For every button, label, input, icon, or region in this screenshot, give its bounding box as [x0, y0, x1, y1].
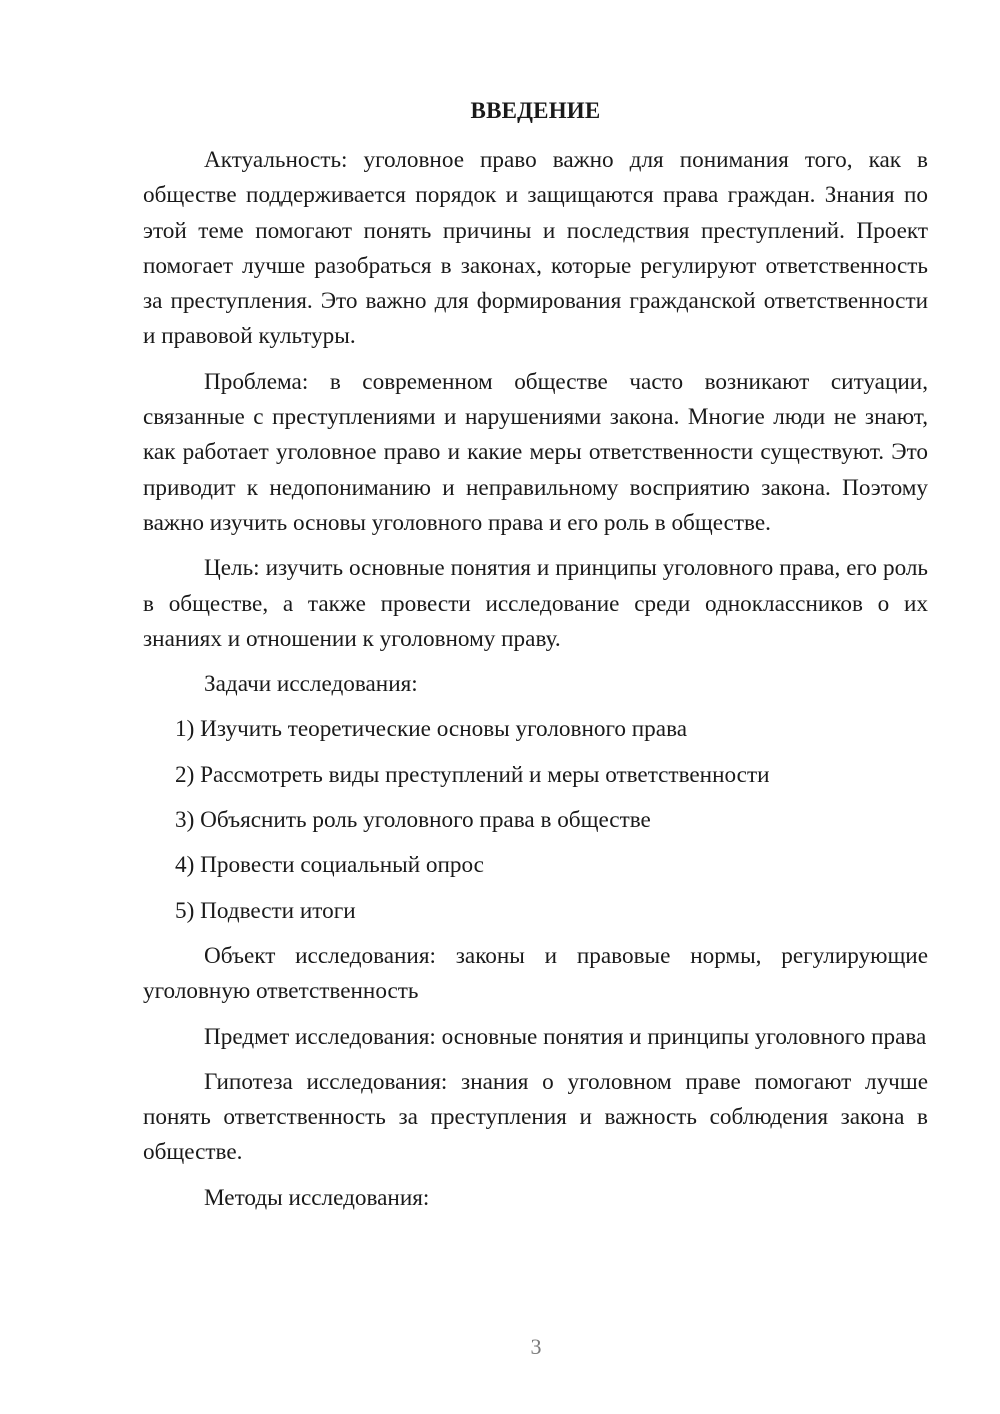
paragraph-subject: Предмет исследования: основные понятия и принципы уголовного права: [204, 1023, 927, 1050]
page-title: ВВЕДЕНИЕ: [470, 98, 601, 123]
page-number: 3: [530, 1334, 542, 1359]
list-item: 3) Объяснить роль уголовного права в обществе: [175, 807, 651, 834]
paragraph-object: Объект исследования: законы и правовые нормы, регулирующие уголовную ответственность: [143, 942, 928, 1005]
body-text: [143, 143, 928, 1216]
list-item: 2) Рассмотреть виды преступлений и меры ответственности: [175, 761, 770, 788]
list-item: 4) Провести социальный опрос: [175, 852, 484, 879]
paragraph-methods: Методы исследования:: [204, 1184, 430, 1211]
paragraph-problem: Проблема: в современном обществе часто возникают ситуации, связанные с преступлениями и нарушениями закона. Многие люди не знают, как работает уголовное право и какие меры ответственности существуют. Это приводит к недопониманию и неправильному восприятию закона. Поэтому важно изучить основы уголовного права и его роль в обществе.: [143, 368, 928, 536]
paragraph-tasks-title: Задачи исследования:: [204, 671, 418, 698]
list-item: 1) Изучить теоретические основы уголовного права: [175, 716, 688, 743]
tasks-list: [143, 712, 928, 928]
paragraph-hypothesis: Гипотеза исследования: знания о уголовном праве помогают лучше понять ответственность за преступления и важность соблюдения закона в обществе.: [143, 1068, 928, 1166]
paragraph-goal: Цель: изучить основные понятия и принципы уголовного права, его роль в обществе, а также провести исследование среди одноклассников о их знаниях и отношении к уголовному праву.: [143, 555, 928, 652]
paragraph-relevance: Актуальность: уголовное право важно для понимания того, как в обществе поддерживается порядок и защищаются права граждан. Знания по этой теме помогают понять причины и последствия преступлений. Проект помогает лучше разобраться в законах, которые регулируют ответственность за преступления. Это важно для формирования гражданской ответственности и правовой культуры.: [143, 147, 928, 350]
list-item: 5) Подвести итоги: [175, 897, 356, 924]
